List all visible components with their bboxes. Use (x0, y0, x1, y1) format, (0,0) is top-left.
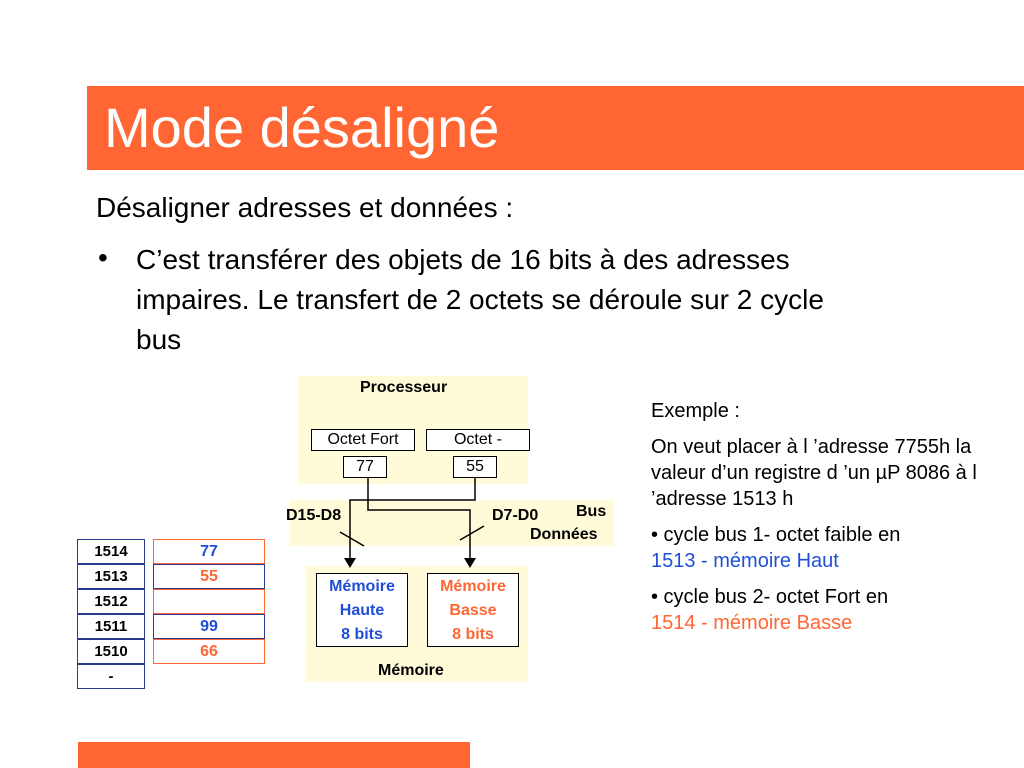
d7-d0-label: D7-D0 (492, 507, 539, 524)
cycle-2-prefix: • cycle bus 2- octet Fort en (651, 586, 889, 608)
bus-label: Bus (576, 503, 607, 520)
cycle-1-item (651, 522, 991, 574)
bus-tick-right (460, 526, 484, 540)
memory-high-line-2: Haute (339, 602, 385, 619)
donnees-label: Données (530, 526, 598, 543)
example-paragraph: On veut placer à l ’adresse 7755h la valeur d’un registre d ’un µP 8086 à l ’adresse 1513 h (651, 436, 977, 510)
memory-label: Mémoire (378, 662, 444, 679)
cycle-1-prefix: • cycle bus 1- octet faible en (651, 524, 901, 546)
arrow-right-icon (464, 558, 476, 568)
octet-low-label: Octet - (426, 429, 530, 451)
memory-high-block (316, 573, 408, 647)
memory-high-line-3: 8 bits (341, 626, 383, 643)
address-cell: 1513 (77, 564, 145, 589)
memory-low-block (427, 573, 519, 647)
cycle-2-highlight: 1514 - mémoire Basse (651, 612, 853, 634)
memory-low-line-1: Mémoire (440, 578, 506, 595)
bullet-icon: • (98, 242, 108, 273)
value-cell: 55 (153, 564, 265, 589)
address-cell: 1510 (77, 639, 145, 664)
value-cell: 99 (153, 614, 265, 639)
address-cell: 1511 (77, 614, 145, 639)
wire-octet-fort (368, 478, 470, 566)
memory-low-line-3: 8 bits (452, 626, 494, 643)
slide-title: Mode désaligné (104, 96, 500, 159)
intro-text: Désaligner adresses et données : (96, 192, 514, 223)
address-cell: - (77, 664, 145, 689)
address-cell: 1514 (77, 539, 145, 564)
bullet-text: C’est transférer des objets de 16 bits à des adresses impaires. Le transfert de 2 octets se déroule sur 2 cycle bus (136, 244, 824, 355)
d15-d8-label: D15-D8 (286, 507, 342, 524)
example-panel (651, 398, 991, 646)
value-cell: 66 (153, 639, 265, 664)
cycle-2-item (651, 584, 991, 636)
bus-tick-left (340, 532, 364, 546)
processor-label: Processeur (360, 379, 448, 396)
value-cell (153, 589, 265, 614)
memory-high-line-1: Mémoire (329, 578, 395, 595)
arrow-left-icon (344, 558, 356, 568)
bottom-accent-bar (78, 742, 470, 768)
octet-fort-label: Octet Fort (311, 429, 415, 451)
memory-low-line-2: Basse (449, 602, 497, 619)
address-cell: 1512 (77, 589, 145, 614)
value-cell: 77 (153, 539, 265, 564)
cycle-1-highlight: 1513 - mémoire Haut (651, 550, 839, 572)
example-heading: Exemple : (651, 400, 740, 422)
octet-fort-value: 77 (343, 456, 387, 478)
octet-low-value: 55 (453, 456, 497, 478)
